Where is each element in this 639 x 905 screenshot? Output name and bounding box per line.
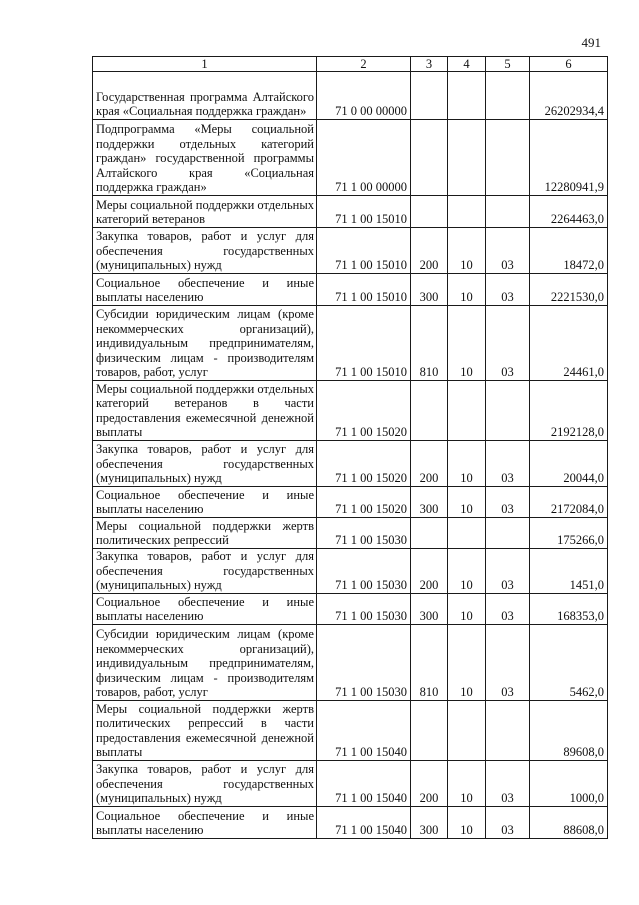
row-name-cell: Социальное обеспечение и иные выплаты населению [93, 807, 317, 839]
row-amount-cell: 20044,0 [530, 441, 608, 487]
row-name-cell: Меры социальной поддержки отдельных категорий ветеранов [93, 196, 317, 228]
row-amount-cell: 2172084,0 [530, 487, 608, 518]
row-amount-cell: 5462,0 [530, 625, 608, 701]
row-name-cell: Социальное обеспечение и иные выплаты населению [93, 594, 317, 625]
table-row [93, 625, 608, 701]
row-code-cell: 71 1 00 15040 [317, 807, 411, 839]
table-row [93, 228, 608, 274]
row-amount-cell: 89608,0 [530, 701, 608, 761]
row-col3-cell: 200 [411, 761, 448, 807]
table-row [93, 594, 608, 625]
row-amount-cell: 2221530,0 [530, 274, 608, 306]
row-col5-cell [486, 120, 530, 196]
row-col5-cell: 03 [486, 441, 530, 487]
row-code-cell: 71 1 00 15010 [317, 196, 411, 228]
row-col5-cell: 03 [486, 487, 530, 518]
row-amount-cell: 2192128,0 [530, 381, 608, 441]
row-name-cell: Закупка товаров, работ и услуг для обеспечения государственных (муниципальных) нужд [93, 441, 317, 487]
row-col4-cell: 10 [448, 761, 486, 807]
row-amount-cell: 2264463,0 [530, 196, 608, 228]
row-code-cell: 71 1 00 15010 [317, 306, 411, 381]
row-col3-cell: 300 [411, 487, 448, 518]
row-amount-cell: 1451,0 [530, 549, 608, 594]
row-col5-cell: 03 [486, 807, 530, 839]
row-col5-cell [486, 518, 530, 549]
row-col5-cell: 03 [486, 761, 530, 807]
row-col5-cell: 03 [486, 306, 530, 381]
row-col5-cell: 03 [486, 228, 530, 274]
row-amount-cell: 26202934,4 [530, 72, 608, 120]
row-col4-cell [448, 196, 486, 228]
row-code-cell: 71 1 00 15010 [317, 228, 411, 274]
row-col3-cell [411, 72, 448, 120]
row-code-cell: 71 1 00 15020 [317, 381, 411, 441]
row-col4-cell [448, 518, 486, 549]
row-col5-cell: 03 [486, 274, 530, 306]
table-row [93, 549, 608, 594]
row-code-cell: 71 1 00 15020 [317, 441, 411, 487]
row-col3-cell: 810 [411, 625, 448, 701]
table-row [93, 306, 608, 381]
row-amount-cell: 12280941,9 [530, 120, 608, 196]
row-amount-cell: 88608,0 [530, 807, 608, 839]
header-cell-col5: 5 [486, 57, 530, 72]
table-row [93, 441, 608, 487]
row-col3-cell [411, 120, 448, 196]
table-row [93, 196, 608, 228]
table-row [93, 381, 608, 441]
row-col3-cell: 200 [411, 228, 448, 274]
table-header-row [93, 57, 608, 72]
header-cell-col4: 4 [448, 57, 486, 72]
row-amount-cell: 18472,0 [530, 228, 608, 274]
row-name-cell: Меры социальной поддержки отдельных категорий ветеранов в части предоставления ежемесячной денежной выплаты [93, 381, 317, 441]
row-amount-cell: 168353,0 [530, 594, 608, 625]
table-row [93, 518, 608, 549]
row-col4-cell: 10 [448, 549, 486, 594]
row-col5-cell [486, 381, 530, 441]
row-code-cell: 71 1 00 15010 [317, 274, 411, 306]
header-cell-col6: 6 [530, 57, 608, 72]
row-amount-cell: 1000,0 [530, 761, 608, 807]
row-col3-cell: 300 [411, 594, 448, 625]
row-col3-cell: 300 [411, 807, 448, 839]
row-name-cell: Государственная программа Алтайского края «Социальная поддержка граждан» [93, 72, 317, 120]
row-col4-cell: 10 [448, 274, 486, 306]
table-row [93, 120, 608, 196]
row-code-cell: 71 1 00 15030 [317, 594, 411, 625]
row-code-cell: 71 1 00 15030 [317, 549, 411, 594]
page-number: 491 [581, 35, 601, 50]
row-col5-cell: 03 [486, 594, 530, 625]
row-amount-cell: 175266,0 [530, 518, 608, 549]
row-name-cell: Закупка товаров, работ и услуг для обеспечения государственных (муниципальных) нужд [93, 228, 317, 274]
row-col3-cell [411, 196, 448, 228]
row-col4-cell: 10 [448, 487, 486, 518]
row-col4-cell [448, 381, 486, 441]
row-name-cell: Меры социальной поддержки жертв политических репрессий [93, 518, 317, 549]
row-name-cell: Закупка товаров, работ и услуг для обеспечения государственных (муниципальных) нужд [93, 761, 317, 807]
row-name-cell: Закупка товаров, работ и услуг для обеспечения государственных (муниципальных) нужд [93, 549, 317, 594]
header-cell-col3: 3 [411, 57, 448, 72]
row-col5-cell [486, 72, 530, 120]
row-code-cell: 71 1 00 00000 [317, 120, 411, 196]
row-code-cell: 71 1 00 15020 [317, 487, 411, 518]
row-name-cell: Субсидии юридическим лицам (кроме некоммерческих организаций), индивидуальным предпринимателям, физическим лицам - производителям товаров, работ, услуг [93, 625, 317, 701]
row-col5-cell [486, 196, 530, 228]
table-row [93, 761, 608, 807]
row-col4-cell: 10 [448, 228, 486, 274]
table-row [93, 807, 608, 839]
row-name-cell: Субсидии юридическим лицам (кроме некоммерческих организаций), индивидуальным предпринимателям, физическим лицам - производителям товаров, работ, услуг [93, 306, 317, 381]
row-col5-cell [486, 701, 530, 761]
row-name-cell: Подпрограмма «Меры социальной поддержки отдельных категорий граждан» государственной программы Алтайского края «Социальная поддержка граждан» [93, 120, 317, 196]
row-code-cell: 71 1 00 15040 [317, 761, 411, 807]
row-col5-cell: 03 [486, 549, 530, 594]
row-col3-cell [411, 381, 448, 441]
row-name-cell: Социальное обеспечение и иные выплаты населению [93, 487, 317, 518]
row-amount-cell: 24461,0 [530, 306, 608, 381]
table-row [93, 274, 608, 306]
row-col3-cell [411, 701, 448, 761]
row-col3-cell: 300 [411, 274, 448, 306]
row-col4-cell: 10 [448, 306, 486, 381]
row-col4-cell: 10 [448, 807, 486, 839]
header-cell-col1: 1 [93, 57, 317, 72]
row-col4-cell: 10 [448, 625, 486, 701]
row-name-cell: Социальное обеспечение и иные выплаты населению [93, 274, 317, 306]
row-col4-cell: 10 [448, 441, 486, 487]
row-code-cell: 71 1 00 15030 [317, 625, 411, 701]
row-col4-cell [448, 120, 486, 196]
budget-table [92, 56, 608, 839]
row-col3-cell: 200 [411, 549, 448, 594]
table-row [93, 701, 608, 761]
table-row [93, 487, 608, 518]
row-col3-cell: 200 [411, 441, 448, 487]
row-name-cell: Меры социальной поддержки жертв политических репрессий в части предоставления ежемесячной денежной выплаты [93, 701, 317, 761]
table-row [93, 72, 608, 120]
row-col3-cell [411, 518, 448, 549]
row-col4-cell [448, 701, 486, 761]
row-col4-cell [448, 72, 486, 120]
row-col4-cell: 10 [448, 594, 486, 625]
header-cell-col2: 2 [317, 57, 411, 72]
row-code-cell: 71 1 00 15040 [317, 701, 411, 761]
row-code-cell: 71 1 00 15030 [317, 518, 411, 549]
row-code-cell: 71 0 00 00000 [317, 72, 411, 120]
row-col5-cell: 03 [486, 625, 530, 701]
row-col3-cell: 810 [411, 306, 448, 381]
